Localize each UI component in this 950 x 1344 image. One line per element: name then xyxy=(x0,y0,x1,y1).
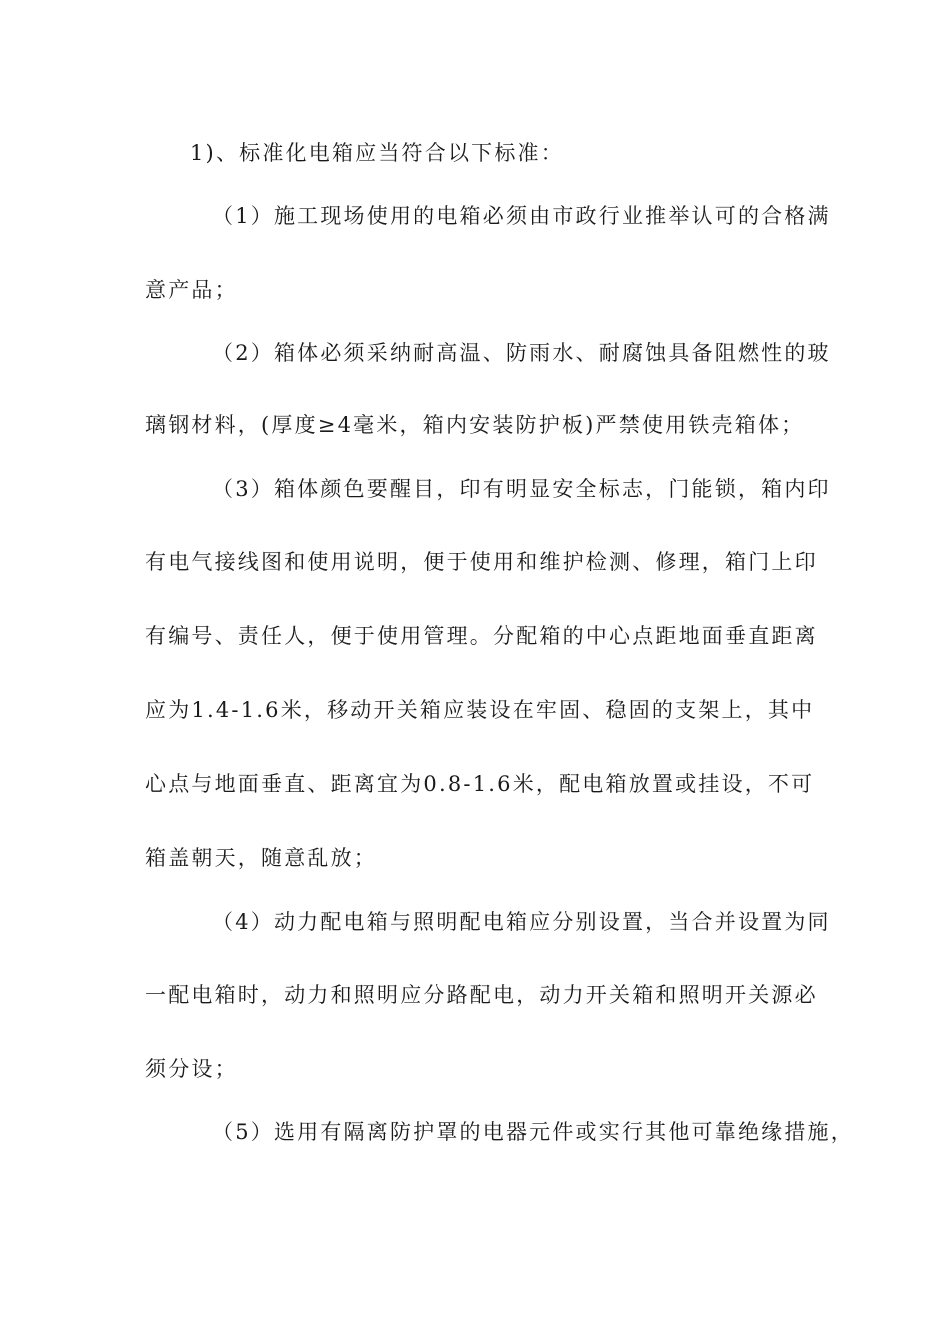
paragraph-line: （3）箱体颜色要醒目，印有明显安全标志，门能锁，箱内印 xyxy=(212,477,831,501)
paragraph-line: （2）箱体必须采纳耐高温、防雨水、耐腐蚀具备阻燃性的玻 xyxy=(212,341,831,365)
paragraph-line: （1）施工现场使用的电箱必须由市政行业推举认可的合格满 xyxy=(212,204,831,228)
paragraph-line: 有电气接线图和使用说明，便于使用和维护检测、修理，箱门上印 xyxy=(145,550,818,574)
paragraph-line: 应为1.4-1.6米，移动开关箱应装设在牢固、稳固的支架上，其中 xyxy=(145,698,815,722)
paragraph-line: 意产品； xyxy=(145,278,238,302)
paragraph-line: 箱盖朝天，随意乱放； xyxy=(145,846,377,870)
paragraph-line: （5）选用有隔离防护罩的电器元件或实行其他可靠绝缘措施， xyxy=(212,1120,854,1144)
paragraph-line: 心点与地面垂直、距离宜为0.8-1.6米，配电箱放置或挂设，不可 xyxy=(145,772,815,796)
paragraph-line: 璃钢材料，(厚度≥4毫米，箱内安装防护板)严禁使用铁壳箱体； xyxy=(145,413,805,437)
paragraph-line: 有编号、责任人，便于使用管理。分配箱的中心点距地面垂直距离 xyxy=(145,624,818,648)
paragraph-line: 一配电箱时，动力和照明应分路配电，动力开关箱和照明开关源必 xyxy=(145,983,818,1007)
paragraph-line: 须分设； xyxy=(145,1057,238,1081)
section-heading: 1)、标准化电箱应当符合以下标准： xyxy=(190,141,564,165)
paragraph-line: （4）动力配电箱与照明配电箱应分别设置，当合并设置为同 xyxy=(212,910,831,934)
